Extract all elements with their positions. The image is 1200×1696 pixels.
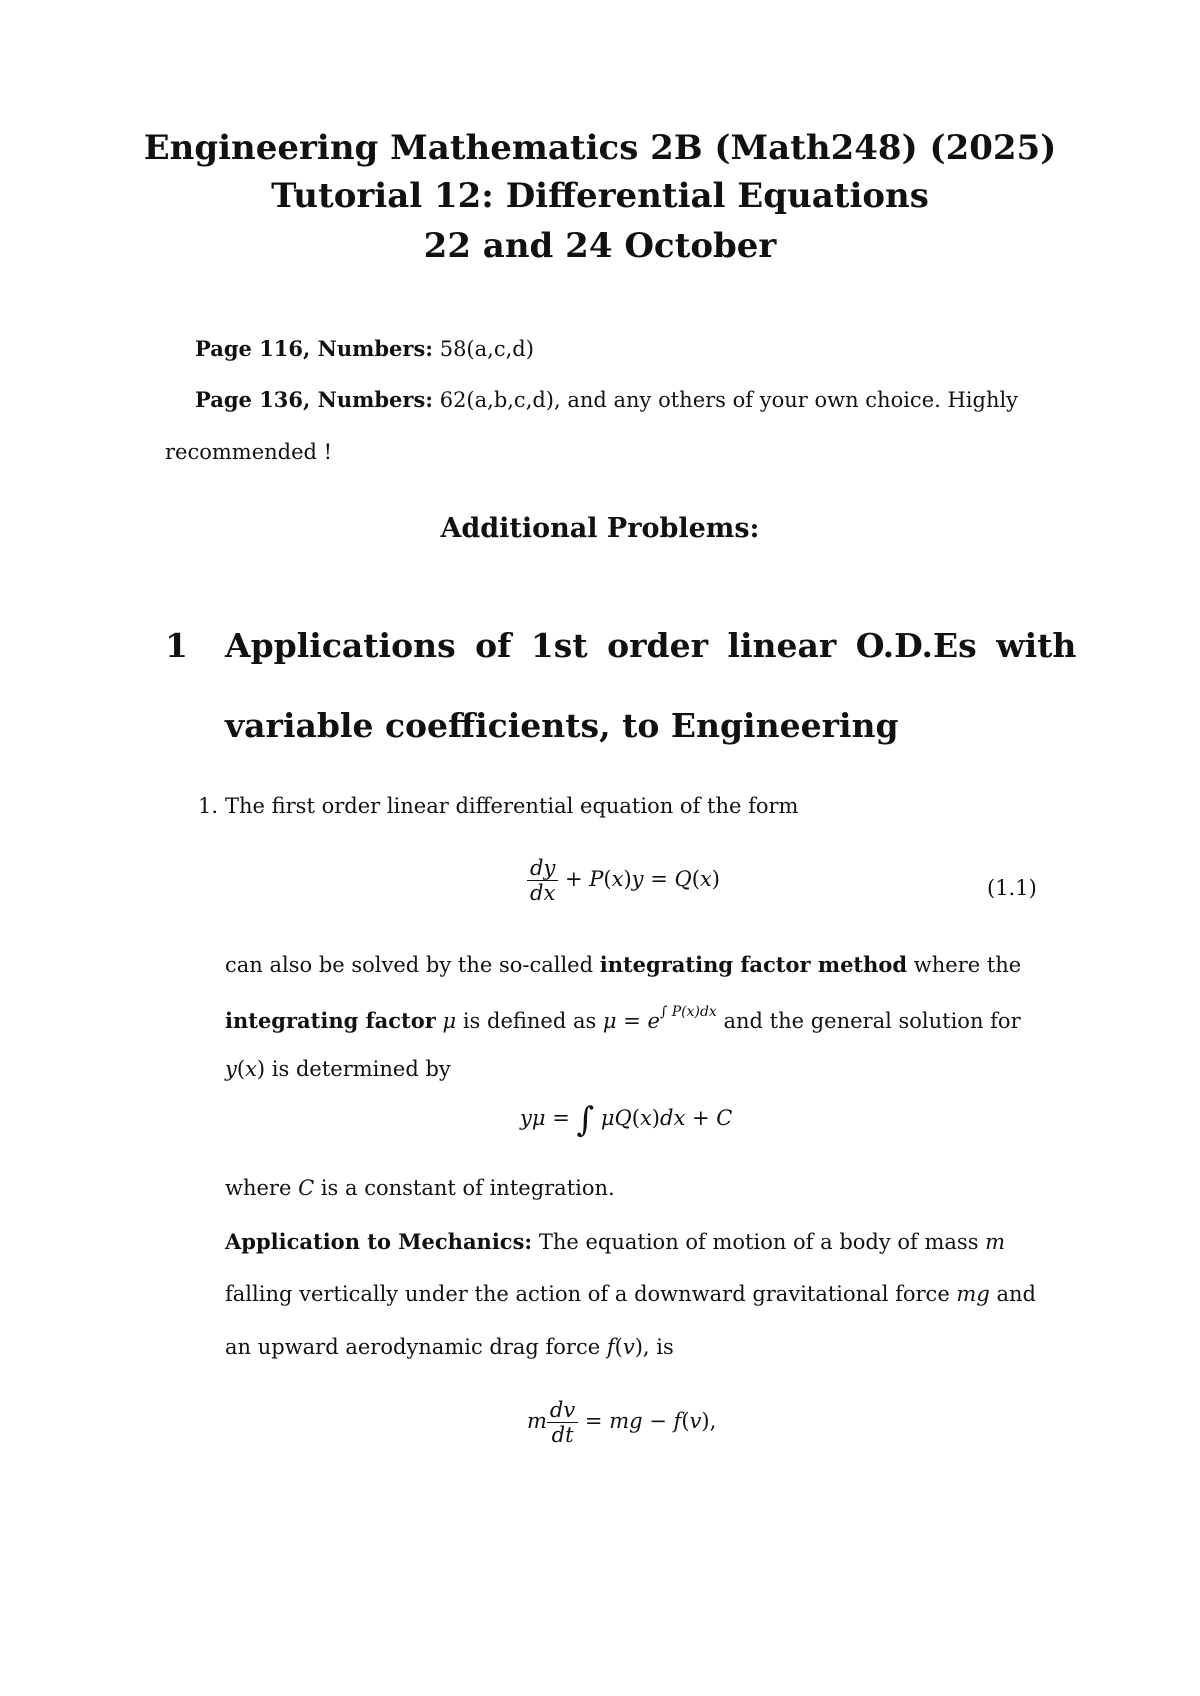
text-run: , is xyxy=(642,1335,674,1359)
term-integrating-factor-method: integrating factor method xyxy=(599,952,908,977)
text-run: and the general solution for xyxy=(716,1009,1021,1033)
equation-of-motion: m $\frac{dv}{dt}$ = mg − f(v), xyxy=(527,1398,717,1448)
exercise-numbers: 58(a,c,d) xyxy=(439,337,534,361)
exercise-label: Page 116, Numbers: xyxy=(195,336,434,361)
title-course: Engineering Mathematics 2B (Math248) (2025) xyxy=(143,128,1057,168)
text-run: an upward aerodynamic drag force xyxy=(225,1335,607,1359)
text-run: is defined as xyxy=(456,1009,603,1033)
exercise-numbers: 62(a,b,c,d), and any others of your own choice. Highly xyxy=(439,388,1019,412)
symbol-f-of-v: f(v) xyxy=(606,1335,643,1359)
text-run: and xyxy=(989,1282,1036,1306)
item-number: 1. xyxy=(198,794,219,818)
mu-definition: $\mu = e^{\int P(x)dx}$ xyxy=(602,1004,717,1033)
integral-sign: ∫ xyxy=(576,1100,595,1140)
equation-1-1: $\frac{dy}{dx}$ + P(x)y = Q(x) xyxy=(527,856,720,905)
fraction-dy-dx: $\frac{dy}{dx}$ xyxy=(527,856,558,905)
text-run: can also be solved by the so-called xyxy=(225,953,600,977)
mechanics-line3 xyxy=(225,1335,674,1359)
exercise-page-116 xyxy=(195,336,534,361)
text-run: falling vertically under the action of a downward gravitational force xyxy=(225,1282,957,1306)
term-integrating-factor: integrating factor xyxy=(225,1008,436,1033)
integrating-factor-line1 xyxy=(225,952,1021,977)
symbol-mu: μ xyxy=(442,1009,457,1033)
symbol-y-of-x: y(x) xyxy=(225,1057,266,1081)
symbol-m: m xyxy=(985,1230,1006,1254)
text-run: is determined by xyxy=(265,1057,451,1081)
text-run: is a constant of integration. xyxy=(314,1176,615,1200)
title-dates: 22 and 24 October xyxy=(423,226,777,266)
mechanics-label: Application to Mechanics: xyxy=(225,1229,533,1254)
symbol-mg: mg xyxy=(956,1282,990,1306)
text-run: where xyxy=(225,1176,299,1200)
equation-label: (1.1) xyxy=(987,876,1037,900)
section-title-line1: Applications of 1st order linear O.D.Es with xyxy=(225,626,1077,665)
equation-general-solution: yμ = ∫ μQ(x)dx + C xyxy=(520,1100,733,1140)
exercise-page-136 xyxy=(195,387,1035,412)
mechanics-line2 xyxy=(225,1282,1036,1306)
section-title-line2: variable coefficients, to Engineering xyxy=(225,706,899,745)
constant-note xyxy=(225,1176,615,1200)
title-tutorial: Tutorial 12: Differential Equations xyxy=(271,176,929,216)
additional-problems-heading: Additional Problems: xyxy=(440,513,760,544)
integrating-factor-line3 xyxy=(225,1057,451,1081)
mechanics-line1 xyxy=(225,1229,1005,1254)
text-run: The equation of motion of a body of mass xyxy=(532,1230,986,1254)
exercise-label: Page 136, Numbers: xyxy=(195,387,434,412)
integrating-factor-line2 xyxy=(225,1004,1021,1033)
fraction-dv-dt: $\frac{dv}{dt}$ xyxy=(547,1398,578,1447)
symbol-c: C xyxy=(298,1176,315,1200)
exercise-continuation: recommended ! xyxy=(165,440,333,464)
text-run: where the xyxy=(907,953,1022,977)
section-number: 1 xyxy=(165,626,188,665)
item-intro: The first order linear differential equation of the form xyxy=(225,794,799,818)
